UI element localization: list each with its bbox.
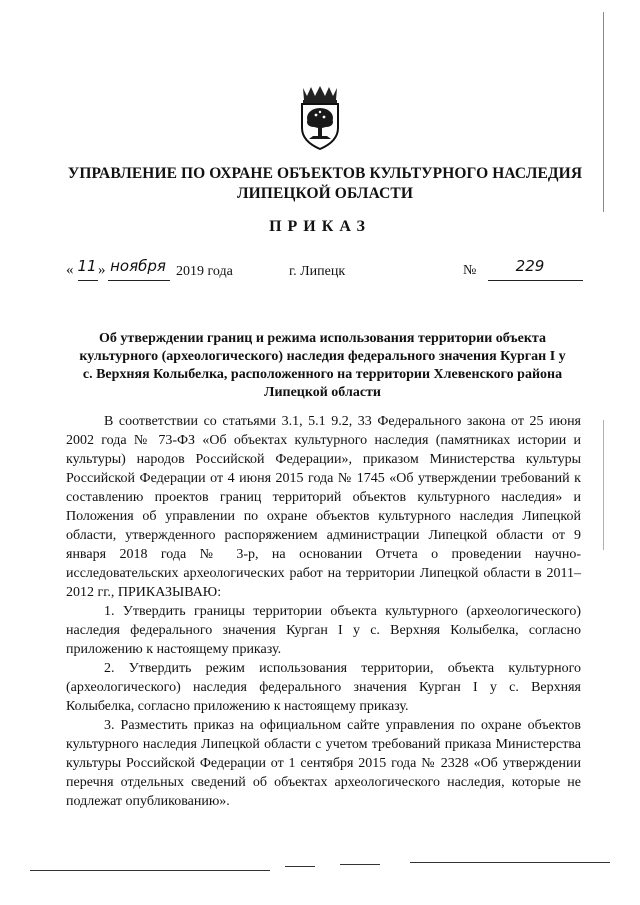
subject-line: культурного (археологического) наследия федерального значения Курган I у [79,349,566,364]
subject-line: с. Верхняя Колыбелка, расположенного на территории Хлевенского района [82,367,563,382]
subject-line: Липецкой области [264,385,381,400]
number-label: № [463,263,477,278]
date-year: 2019 года [176,264,233,279]
day-underline [78,280,98,281]
date-quote-close: » [98,262,106,278]
order-number-handwritten: 229 [515,257,545,275]
month-underline [108,280,170,281]
number-underline [488,280,583,281]
date-day-handwritten: 11 [77,257,97,275]
order-item-2: 2. Утвердить режим использования территории, объекта культурного (археологического) наследия федерального значения Курган I у с. Верхняя Колыбелка, согласно приложению к настоящему приказу. [66,661,581,714]
scan-edge-line [603,12,604,212]
footer-rule [285,866,315,867]
document-type-title: ПРИКАЗ [269,218,371,235]
order-body [66,412,581,811]
footer-rule [30,870,270,871]
date-quote-open: « [66,262,74,278]
preamble-paragraph: В соответствии со статьями 3.1, 5.1 9.2, 33 Федерального закона от 25 июня 2002 года № 73-ФЗ «Об объектах культурного наследия (памятниках истории и культуры) народов Российской Федерации», приказом Министерства культуры Российской Федерации от 4 июня 2015 года № 1745 «Об утверждении требований к составлению проектов границ территорий объектов культурного наследия» и Положения об управлении по охране объектов культурного наследия Липецкой области, утвержденного распоряжением администрации Липецкой области от 9 января 2018 года № 3-р, на основании Отчета о проведении научно-исследовательских археологических работ на территории Липецкой области в 2011–2012 гг., ПРИКАЗЫВАЮ: [66,414,581,600]
organization-name-line2: ЛИПЕЦКОЙ ОБЛАСТИ [237,185,413,202]
city-name: г. Липецк [289,264,346,279]
order-item-1: 1. Утвердить границы территории объекта культурного (археологического) наследия федерального значения Курган I у с. Верхняя Колыбелка, согласно приложению к настоящему приказу. [66,604,581,657]
coat-of-arms-icon [297,84,343,150]
scan-edge-line [603,420,604,550]
order-item-3: 3. Разместить приказ на официальном сайте управления по охране объектов культурного наследия Липецкой области с учетом требований приказа Министерства культуры Российской Федерации от 1 сентября 2015 года № 2328 «Об утверждении перечня отдельных сведений об объектах археологического наследия, которые не подлежат опубликованию». [66,718,581,809]
date-month-handwritten: ноября [110,257,166,275]
organization-name-line1: УПРАВЛЕНИЕ ПО ОХРАНЕ ОБЪЕКТОВ КУЛЬТУРНОГО НАСЛЕДИЯ [67,165,583,182]
footer-rule [410,862,610,863]
footer-rule [340,864,380,865]
subject-line: Об утверждении границ и режима использования территории объекта [99,331,546,346]
order-subject [50,330,595,402]
